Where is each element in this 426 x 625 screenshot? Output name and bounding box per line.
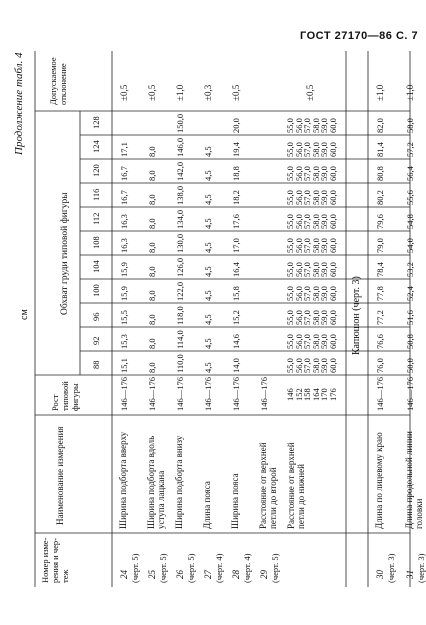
row-value-24-3: 15,5 — [119, 310, 129, 325]
row-value-24-7: 16,3 — [119, 214, 129, 229]
row-value-27-1: 4,5 — [203, 362, 213, 373]
row-number-25: 25 — [147, 570, 157, 579]
row-value-25-7: 8,0 — [147, 218, 157, 229]
row-value-30-11: 82,0 — [375, 118, 385, 133]
row-value-27-7: 4,5 — [203, 218, 213, 229]
header-girth-112: 112 — [91, 212, 101, 225]
row-value-31-11: 58,0 — [405, 118, 415, 133]
row-name-31: Длина продольной линии головки — [404, 431, 425, 529]
page-header: ГОСТ 27170—86 С. 7 — [300, 30, 419, 42]
header-girth-88: 88 — [91, 360, 101, 369]
row-tolerance-24: ±0,5 — [119, 84, 129, 101]
header-girth-92: 92 — [91, 336, 101, 345]
row-value-30-1: 76,0 — [375, 358, 385, 373]
row-value-28-6: 17,0 — [231, 238, 241, 253]
row-number-29: 29 — [259, 570, 269, 579]
header-height: Рост типовой фигуры — [50, 381, 80, 411]
row-value-26-8: 138,0 — [175, 185, 185, 205]
row-value-28-11: 20,0 — [231, 118, 241, 133]
row-value-25-8: 8,0 — [147, 194, 157, 205]
row-value-24-2: 15,3 — [119, 334, 129, 349]
row-value-27-10: 4,5 — [203, 146, 213, 157]
row-value-24-8: 16,7 — [119, 190, 129, 205]
row-value-31-5: 53,2 — [405, 262, 415, 277]
row-tolerance-29b: ±0,5 — [305, 84, 315, 101]
row-value-30-9: 80,8 — [375, 166, 385, 181]
row-number-27: 27 — [203, 570, 213, 579]
row-tolerance-27: ±0,3 — [203, 84, 213, 101]
row-value-25-5: 8,0 — [147, 266, 157, 277]
row-name-26: Ширина подборта внизу — [174, 435, 184, 529]
row-value-28-4: 15,8 — [231, 286, 241, 301]
row-value-31-2: 50,8 — [405, 334, 415, 349]
row-name-28: Ширина пояса — [230, 473, 240, 529]
row-value-24-6: 16,3 — [119, 238, 129, 253]
row-figure-31: (черт. 3) — [416, 553, 426, 583]
row-29b-values-col-4: 55,0 56,0 57,0 58,0 59,0 60,0 — [285, 286, 338, 301]
row-value-25-10: 8,0 — [147, 146, 157, 157]
row-value-26-7: 134,0 — [175, 209, 185, 229]
row-value-24-5: 15,9 — [119, 262, 129, 277]
header-girth-100: 100 — [91, 284, 101, 297]
row-value-26-10: 146,0 — [175, 137, 185, 157]
row-value-31-3: 51,6 — [405, 310, 415, 325]
header-girth-96: 96 — [91, 312, 101, 321]
row-value-30-8: 80,2 — [375, 190, 385, 205]
row-value-28-5: 16,4 — [231, 262, 241, 277]
row-29b-values-col-1: 55,0 56,0 57,0 58,0 59,0 60,0 — [285, 358, 338, 373]
row-value-27-6: 4,5 — [203, 242, 213, 253]
row-value-24-4: 15,9 — [119, 286, 129, 301]
row-value-27-3: 4,5 — [203, 314, 213, 325]
row-number-24: 24 — [119, 570, 129, 579]
row-value-26-2: 114,0 — [175, 330, 185, 349]
header-girth-104: 104 — [91, 260, 101, 273]
header-number: Номер изме-рения и чер-теж — [40, 537, 70, 583]
row-29b-values-col-9: 55,0 56,0 57,0 58,0 59,0 60,0 — [285, 166, 338, 181]
row-tolerance-31: ±1,0 — [405, 84, 415, 101]
row-figure-24: (черт. 5) — [130, 553, 140, 583]
row-number-30: 30 — [375, 570, 385, 579]
row-29b-values-col-5: 55,0 56,0 57,0 58,0 59,0 60,0 — [285, 262, 338, 277]
row-value-28-8: 18,2 — [231, 190, 241, 205]
row-29b-values-col-11: 55,0 56,0 57,0 58,0 59,0 60,0 — [285, 118, 338, 133]
header-tolerance: Допускаемое отклонение — [48, 57, 68, 105]
unit-label: см — [19, 309, 30, 320]
row-value-25-6: 8,0 — [147, 242, 157, 253]
row-value-30-10: 81,4 — [375, 142, 385, 157]
row-value-30-7: 79,6 — [375, 214, 385, 229]
continuation-label: Продолжение табл. 4 — [13, 52, 25, 155]
row-height-25: 146—176 — [147, 377, 157, 411]
row-value-28-1: 14,0 — [231, 358, 241, 373]
row-value-27-4: 4,5 — [203, 290, 213, 301]
row-value-30-3: 77,2 — [375, 310, 385, 325]
row-figure-26: (черт. 5) — [186, 553, 196, 583]
row-value-26-11: 150,0 — [175, 113, 185, 133]
row-name-30: Длина по лицевому краю — [374, 432, 384, 529]
row-value-26-9: 142,0 — [175, 161, 185, 181]
row-value-31-9: 56,4 — [405, 166, 415, 181]
row-value-28-9: 18,8 — [231, 166, 241, 181]
row-value-27-5: 4,5 — [203, 266, 213, 277]
row-value-24-10: 17,1 — [119, 142, 129, 157]
row-value-30-2: 76,6 — [375, 334, 385, 349]
row-name-24: Ширина подборта вверху — [118, 431, 128, 529]
row-number-31: 31 — [405, 570, 415, 579]
row-figure-30: (черт. 3) — [386, 553, 396, 583]
row-height-31: 146—176 — [405, 377, 415, 411]
row-tolerance-25: ±0,5 — [147, 84, 157, 101]
row-value-30-5: 78,4 — [375, 262, 385, 277]
row-29b-values-col-7: 55,0 56,0 57,0 58,0 59,0 60,0 — [285, 214, 338, 229]
row-tolerance-26: ±1,0 — [175, 84, 185, 101]
row-height-29: 146—176 — [259, 377, 269, 411]
header-girth-108: 108 — [91, 236, 101, 249]
row-height-28: 146—176 — [231, 377, 241, 411]
header-girth-120: 120 — [91, 164, 101, 177]
row-value-25-9: 8,0 — [147, 170, 157, 181]
row-value-25-1: 8,0 — [147, 362, 157, 373]
row-value-27-2: 4,5 — [203, 338, 213, 349]
row-figure-27: (черт. 4) — [214, 553, 224, 583]
row-height-27: 146—176 — [203, 377, 213, 411]
row-tolerance-28: ±0,5 — [231, 84, 241, 101]
row-figure-25: (черт. 5) — [158, 553, 168, 583]
row-value-26-3: 118,0 — [175, 306, 185, 325]
row-value-27-9: 4,5 — [203, 170, 213, 181]
row-value-30-4: 77,8 — [375, 286, 385, 301]
row-29b-values-col-8: 55,0 56,0 57,0 58,0 59,0 60,0 — [285, 190, 338, 205]
row-value-25-2: 8,0 — [147, 338, 157, 349]
row-value-24-9: 16,7 — [119, 166, 129, 181]
row-value-26-6: 130,0 — [175, 233, 185, 253]
row-number-26: 26 — [175, 570, 185, 579]
row-29b-heights: 146 152 158 164 170 176 — [285, 388, 338, 401]
row-name-27: Длина пояса — [202, 481, 212, 529]
row-value-28-10: 19,4 — [231, 142, 241, 157]
section-hood-title: Капюшон (черт. 3) — [351, 276, 362, 355]
row-height-26: 146—176 — [175, 377, 185, 411]
row-name-29: Расстояние от верхней петли до второй — [258, 442, 279, 529]
row-figure-29: (черт. 5) — [270, 553, 280, 583]
row-29b-values-col-10: 55,0 56,0 57,0 58,0 59,0 60,0 — [285, 142, 338, 157]
row-value-26-5: 126,0 — [175, 257, 185, 277]
header-girth-group: Обхват груди типовой фигуры — [60, 192, 70, 315]
header-girth-128: 128 — [91, 116, 101, 129]
row-value-31-7: 54,8 — [405, 214, 415, 229]
row-value-31-4: 52,4 — [405, 286, 415, 301]
row-value-31-6: 54,0 — [405, 238, 415, 253]
header-girth-124: 124 — [91, 140, 101, 153]
row-value-28-2: 14,6 — [231, 334, 241, 349]
row-29b-values-col-2: 55,0 56,0 57,0 58,0 59,0 60,0 — [285, 334, 338, 349]
row-value-31-8: 55,6 — [405, 190, 415, 205]
row-height-24: 146—176 — [119, 377, 129, 411]
row-value-24-1: 15,1 — [119, 358, 129, 373]
row-value-28-7: 17,6 — [231, 214, 241, 229]
row-29b-values-col-3: 55,0 56,0 57,0 58,0 59,0 60,0 — [285, 310, 338, 325]
row-value-25-4: 8,0 — [147, 290, 157, 301]
row-number-28: 28 — [231, 570, 241, 579]
row-29b-values-col-6: 55,0 56,0 57,0 58,0 59,0 60,0 — [285, 238, 338, 253]
header-name: Наименование измерения — [55, 426, 65, 525]
row-tolerance-30: ±1,0 — [375, 84, 385, 101]
header-girth-116: 116 — [91, 188, 101, 201]
row-height-30: 146—176 — [375, 377, 385, 411]
row-value-25-3: 8,0 — [147, 314, 157, 325]
row-value-31-1: 50,0 — [405, 358, 415, 373]
row-name-29b: Расстояние от верхней петли до нижней — [286, 442, 307, 529]
row-value-26-4: 122,0 — [175, 281, 185, 301]
row-value-26-1: 110,0 — [175, 354, 185, 373]
row-value-27-8: 4,5 — [203, 194, 213, 205]
row-value-31-10: 57,2 — [405, 142, 415, 157]
row-figure-28: (черт. 4) — [242, 553, 252, 583]
row-value-28-3: 15,2 — [231, 310, 241, 325]
row-name-25: Ширина подборта вдоль уступа лацкана — [146, 435, 167, 529]
row-value-30-6: 79,0 — [375, 238, 385, 253]
